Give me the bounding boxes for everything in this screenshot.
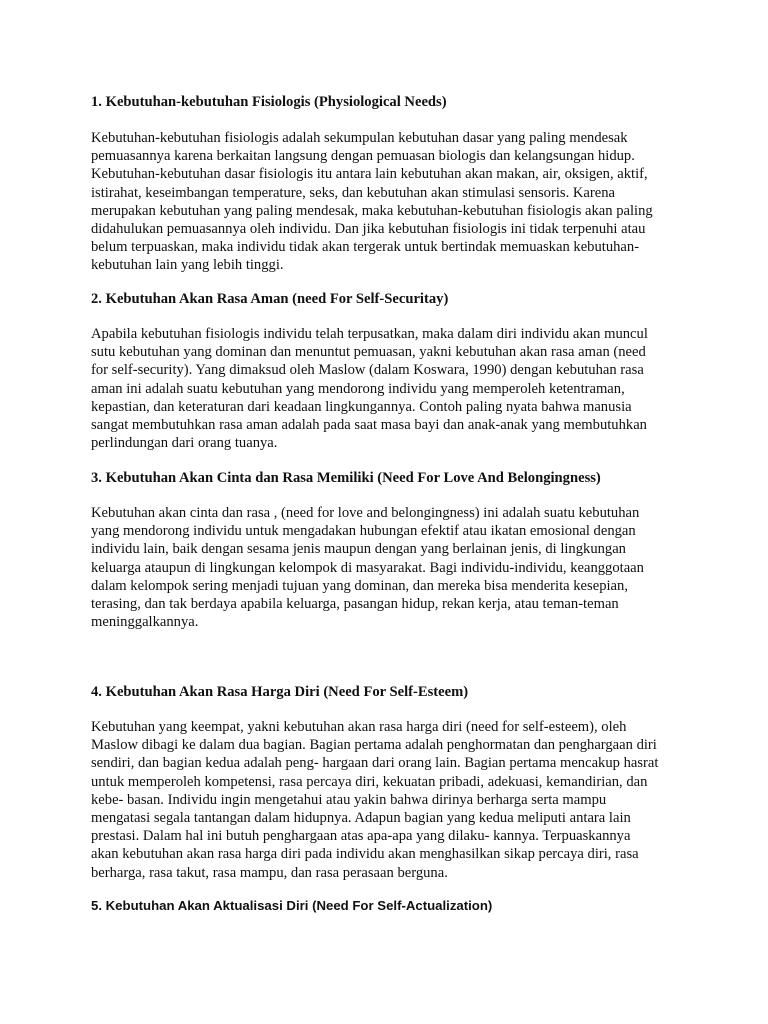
section-heading: 5. Kebutuhan Akan Aktualisasi Diri (Need For Self-Actualization)	[91, 898, 493, 913]
section-heading: 4. Kebutuhan Akan Rasa Harga Diri (Need For Self-Esteem)	[91, 684, 469, 700]
section-paragraph	[91, 325, 691, 452]
paragraph-line: kebe- basan. Individu ingin mengetahui atau yakin bahwa dirinya berharga serta mampu	[91, 791, 607, 808]
paragraph-line: aman ini adalah suatu kebutuhan yang mendorong individu yang memperoleh ketentraman,	[91, 380, 625, 397]
paragraph-line: individu lain, baik dengan sesama jenis maupun dengan yang berlainan jenis, di lingkungan	[91, 541, 626, 558]
paragraph-line: perlindungan dari orang tuanya.	[91, 435, 278, 452]
paragraph-line: yang mendorong individu untuk mengadakan hubungan efektif atau ikatan emosional dengan	[91, 523, 636, 540]
paragraph-line: sangat membutuhkan rasa aman adalah pada saat masa bayi dan anak-anak yang membutuhkan	[91, 417, 647, 434]
paragraph-line: sutu kebutuhan yang dominan dan menuntut pemuasan, yakni kebutuhan akan rasa aman (need	[91, 344, 646, 361]
paragraph-line: untuk memperoleh kompetensi, rasa percaya diri, kekuatan pribadi, adekuasi, kemandirian, dan	[91, 773, 648, 790]
paragraph-line: for self-security). Yang dimaksud oleh Maslow (dalam Koswara, 1990) dengan kebutuhan rasa	[91, 362, 644, 379]
paragraph-line: pemuasannya karena berkaitan langsung dengan pemuasan biologis dan kelangsungan hidup.	[91, 148, 635, 165]
paragraph-line: merupakan kebutuhan yang paling mendesak, maka kebutuhan-kebutuhan fisiologis akan paling	[91, 202, 653, 219]
section-heading: 1. Kebutuhan-kebutuhan Fisiologis (Physiological Needs)	[91, 94, 447, 110]
paragraph-line: dalam kelompok sering menjadi tujuan yang dominan, dan mereka bisa menderita kesepian,	[91, 577, 628, 594]
paragraph-line: kepastian, dan keteraturan dari keadaan lingkungannya. Contoh paling nyata bahwa manusia	[91, 398, 632, 415]
paragraph-line: Kebutuhan-kebutuhan fisiologis adalah sekumpulan kebutuhan dasar yang paling mendesak	[91, 130, 628, 146]
paragraph-line: Maslow dibagi ke dalam dua bagian. Bagian pertama adalah penghormatan dan penghargaan diri	[91, 737, 657, 754]
section-paragraph	[91, 718, 691, 882]
paragraph-line: sendiri, dan bagian kedua adalah peng- hargaan dari orang lain. Bagian pertama mencakup hasrat	[91, 755, 659, 772]
paragraph-line: prestasi. Dalam hal ini butuh penghargaan atas apa-apa yang dilaku- kannya. Terpuaskannya	[91, 828, 631, 845]
paragraph-line: berharga, rasa takut, rasa mampu, dan rasa perasaan berguna.	[91, 864, 448, 881]
paragraph-line: meninggalkannya.	[91, 614, 199, 631]
paragraph-line: terasing, dan tak berdaya apabila keluarga, pasangan hidup, rekan kerja, atau teman-teman	[91, 596, 619, 613]
section-love-belonging	[91, 469, 691, 631]
section-self-esteem	[91, 683, 691, 882]
paragraph-line: keluarga ataupun di lingkungan kelompok di masyarakat. Bagi individu-individu, keanggotaan	[91, 559, 644, 576]
paragraph-line: kebutuhan lain yang lebih tinggi.	[91, 257, 284, 274]
paragraph-line: belum terpuaskan, maka individu tidak akan tergerak untuk bertindak memuaskan kebutuhan-	[91, 239, 640, 256]
paragraph-line: akan kebutuhan akan rasa harga diri pada individu akan menghasilkan sikap percaya diri, rasa	[91, 846, 639, 863]
section-security	[91, 290, 691, 452]
section-physiological	[91, 93, 691, 275]
section-paragraph	[91, 129, 691, 275]
paragraph-line: istirahat, keseimbangan temperature, seks, dan kebutuhan akan stimulasi sensoris. Karena	[91, 184, 615, 201]
section-heading: 3. Kebutuhan Akan Cinta dan Rasa Memiliki (Need For Love And Belongingness)	[91, 470, 601, 486]
section-paragraph	[91, 504, 691, 631]
paragraph-line: didahulukan pemuasannya oleh individu. Dan jika kebutuhan fisiologis ini tidak terpenuhi atau	[91, 221, 646, 238]
paragraph-line: mengatasi segala tantangan dalam hidupnya. Adapun bagian yang kedua meliputi antara lain	[91, 810, 631, 827]
paragraph-line: Kebutuhan akan cinta dan rasa , (need for love and belongingness) ini adalah suatu kebutuhan	[91, 505, 640, 521]
paragraph-line: Kebutuhan yang keempat, yakni kebutuhan akan rasa harga diri (need for self-esteem), oleh	[91, 719, 627, 735]
section-heading: 2. Kebutuhan Akan Rasa Aman (need For Self-Securitay)	[91, 291, 449, 307]
paragraph-line: Apabila kebutuhan fisiologis individu telah terpusatkan, maka dalam diri individu akan muncul	[91, 326, 648, 342]
section-self-actualization	[91, 897, 691, 915]
paragraph-line: Kebutuhan-kebutuhan dasar fisiologis itu antara lain kebutuhan akan makan, air, oksigen, aktif,	[91, 166, 648, 183]
